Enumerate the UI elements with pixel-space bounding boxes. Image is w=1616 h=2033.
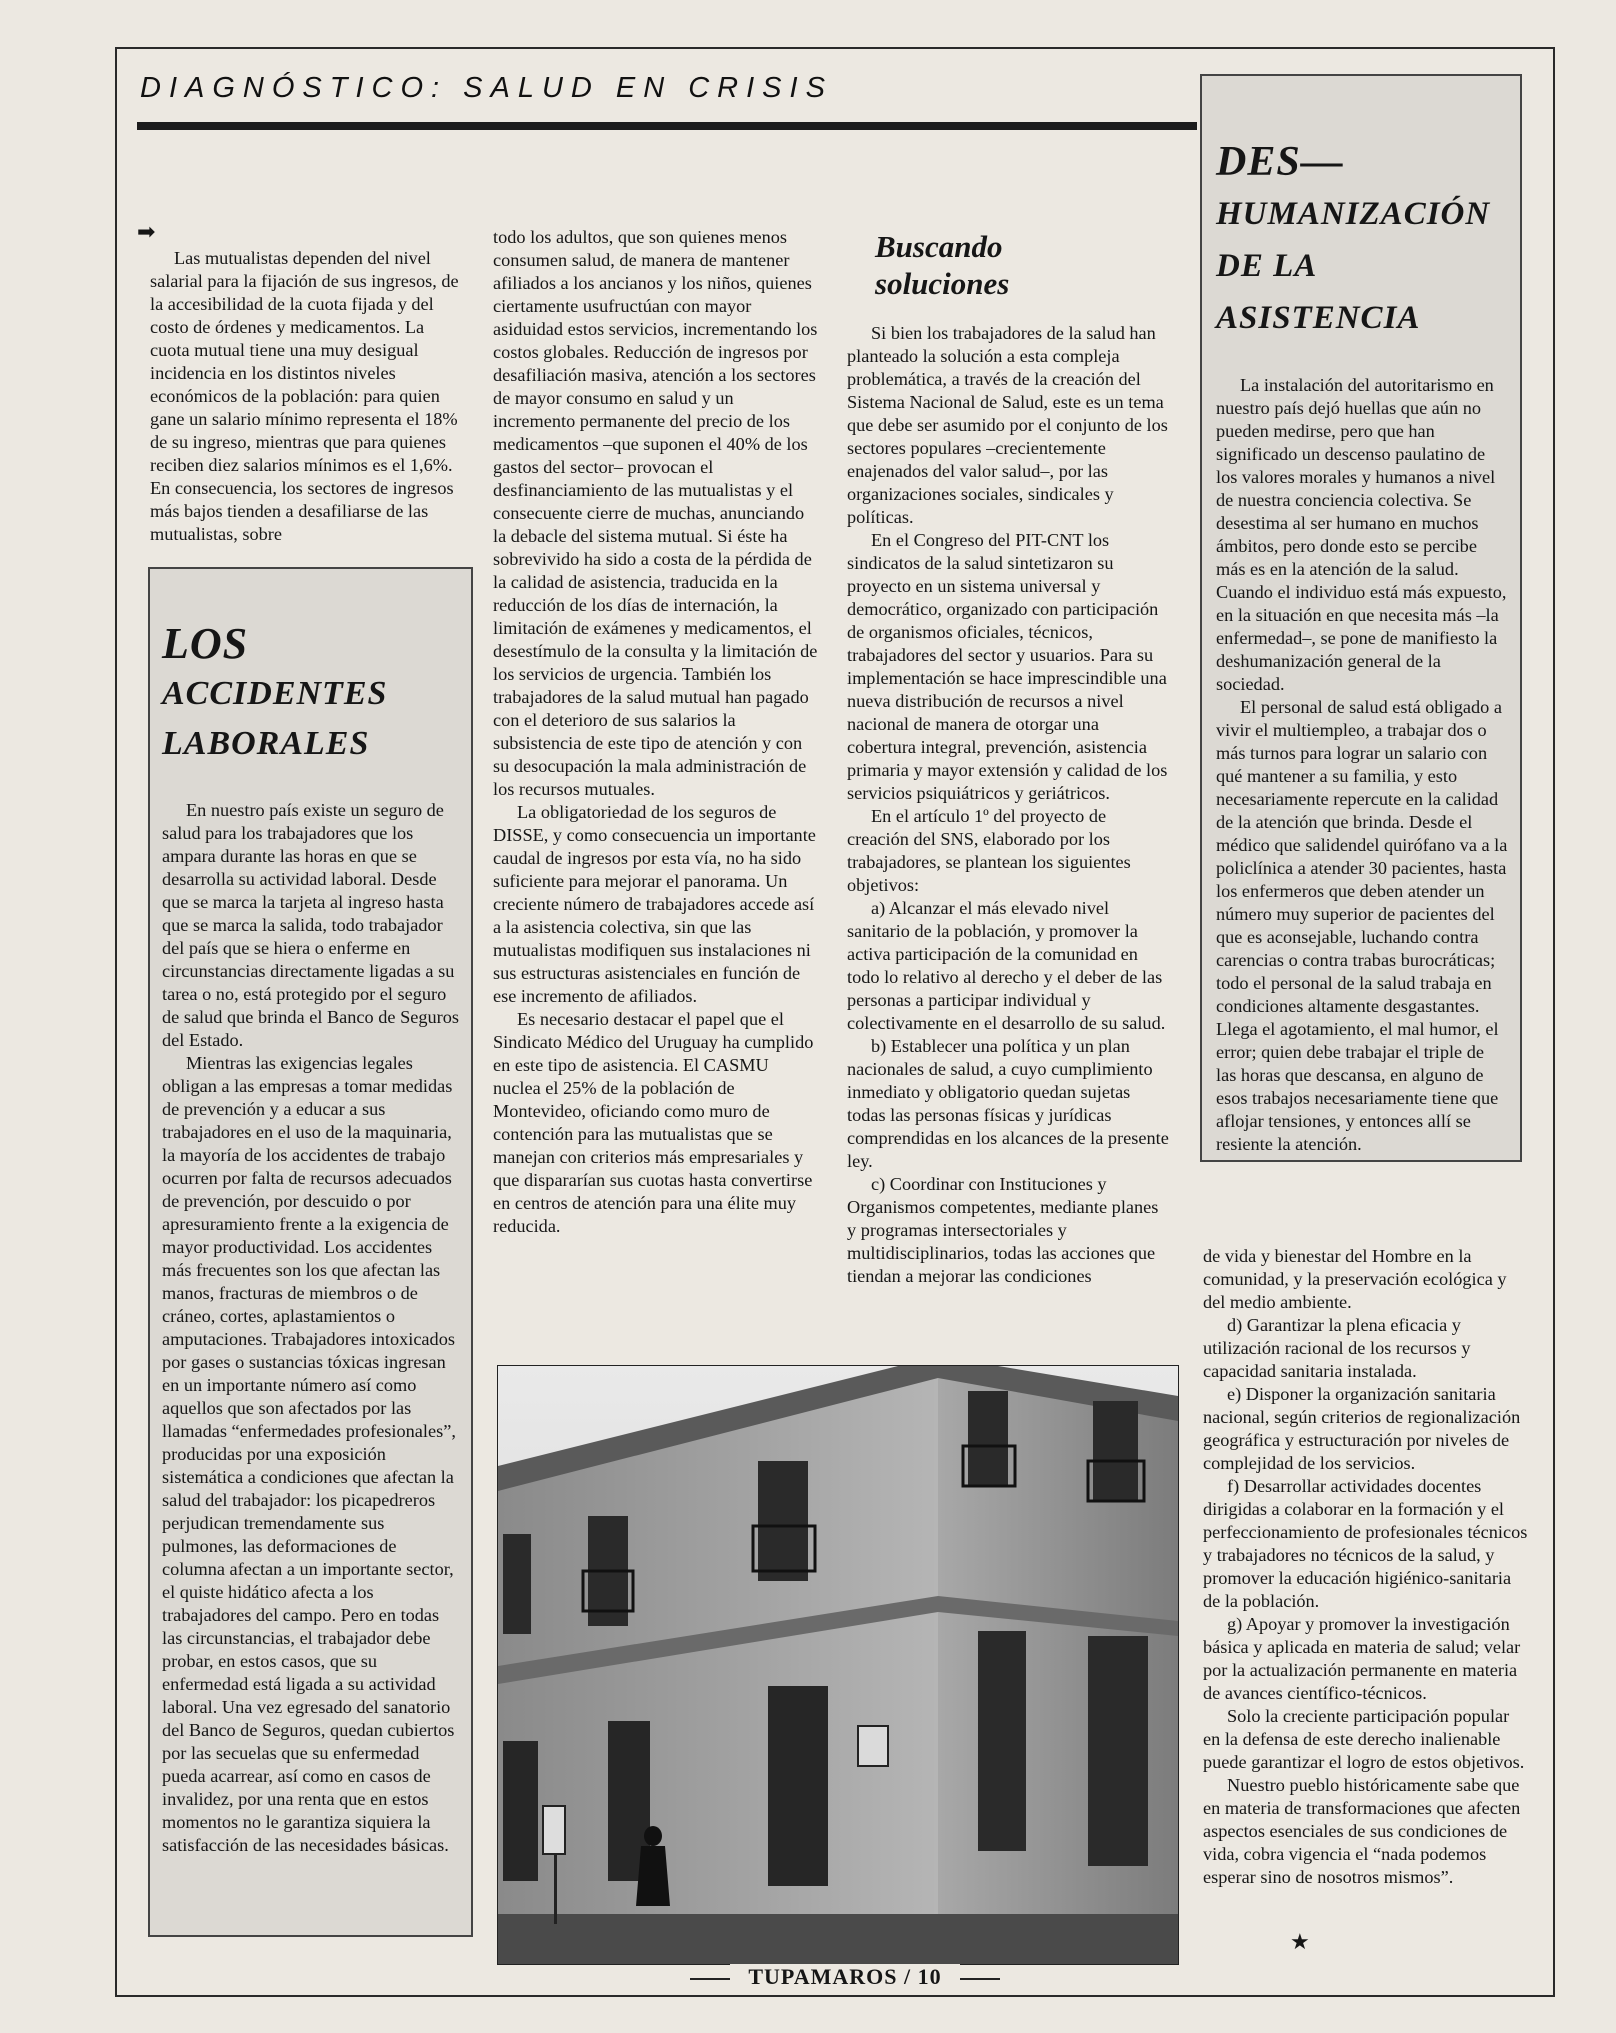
objective-c: c) Coordinar con Instituciones y Organismos competentes, mediante planes y programas intersectoriales y multidisciplinarios, todas las acciones que tiendan a mejorar las condiciones — [847, 1174, 1159, 1286]
box-title-line-4: ASISTENCIA — [1216, 300, 1421, 336]
box-title-line-2: ACCIDENTES — [162, 675, 388, 712]
box-body — [162, 799, 462, 1857]
paragraph: En el Congreso del PIT-CNT los sindicatos de la salud sintetizaron su proyecto en un sistema universal y democrático, organizado con participación de organismos oficiales, técnicos, trabajadores del sector y usuarios. Para su implementación se hace imprescindible una nueva distribución de recursos a nivel nacional de manera de otorgar una cobertura integral, prevención, asistencia primaria y mayor extensión y calidad de los servicios psiquiátricos y geriátricos. — [847, 530, 1168, 803]
paragraph: Es necesario destacar el papel que el Sindicato Médico del Uruguay ha cumplido en este tipo de asistencia. El CASMU nuclea el 25% de la población de Montevideo, oficiando como muro de contención para las mutualistas que se manejan con criterios más empresariales y que dispararían sus cuotas hasta convertirse en centros de atención para una élite muy reducida. — [493, 1009, 814, 1236]
box-title-line-3: LABORALES — [162, 725, 370, 762]
section-kicker: DIAGNÓSTICO: SALUD EN CRISIS — [140, 72, 833, 104]
subheading-line-2: soluciones — [875, 266, 1010, 301]
objective-g: g) Apoyar y promover la investigación básica y aplicada en materia de salud; velar por la actualización permanente en materia de avances científico-técnicos. — [1203, 1614, 1521, 1703]
building-photo — [497, 1365, 1179, 1965]
paragraph: La instalación del autoritarismo en nuestro país dejó huellas que aún no pueden medirse, pero que han significado un descenso paulatino de los valores morales y humanos a nivel de nuestra conciencia colectiva. Se desestima al ser humano en muchos ámbitos, pero donde esto se percibe más es en la atención de la salud. Cuando el individuo está más expuesto, en la situación en que necesita más –la enfermedad–, se pone de manifiesto la deshumanización general de la sociedad. — [1216, 375, 1507, 694]
paragraph: Si bien los trabajadores de la salud han planteado la solución a esta compleja problemática, a través de la creación del Sistema Nacional de Salud, este es un tema que debe ser asumido por el conjunto de los sectores populares –crecientemente enajenados del valor salud–, por las organizaciones sociales, sindicales y políticas. — [847, 323, 1168, 527]
objective-e: e) Disponer la organización sanitaria nacional, según criterios de regionalización geográfica y estructuración por niveles de complejidad de los servicios. — [1203, 1384, 1521, 1473]
paragraph: todo los adultos, que son quienes menos consumen salud, de manera de mantener afiliados a los ancianos y los niños, quienes ciertamente usufructúan con mayor asiduidad estos servicios, incrementando los costos globales. Reducción de ingresos por desafiliación masiva, atención a los sectores de mayor consumo en salud y un incremento permanente del precio de los medicamentos –que suponen el 40% de los gastos del sector– provocan el desfinanciamiento de las mutualistas y el consecuente cierre de muchas, anunciando la debacle del sistema mutual. Si éste ha sobrevivido ha sido a costa de la pérdida de la calidad de asistencia, traducida en la reducción de los días de internación, la limitación de exámenes y medicamentos, el desestímulo de la consulta y la limitación de los servicios de urgencia. También los trabajadores de la salud mutual han pagado con el deterioro de sus salarios la subsistencia de este tipo de atención y con su desocupación la mala administración de los recursos mutuales. — [493, 227, 818, 799]
paragraph: En nuestro país existe un seguro de salud para los trabajadores que los ampara durante las horas en que se desarrolla su actividad laboral. Desde que se marca la tarjeta al ingreso hasta que se marca la salida, todo trabajador del país que se hiera o enferme en circunstancias directamente ligadas a su tarea o no, está protegido por el seguro de salud que brinda el Banco de Seguros del Estado. — [162, 800, 459, 1050]
end-mark-star-icon: ★ — [1290, 1930, 1310, 1955]
column-1-intro — [150, 247, 468, 546]
objective-a: a) Alcanzar el más elevado nivel sanitario de la población, y promover la activa participación de la comunidad en todo lo relativo al derecho y el deber de las personas a participar individual y colectivamente en el desarrollo de su salud. — [847, 898, 1166, 1033]
box-deshumanizacion — [1200, 74, 1522, 1162]
box-title-line-1: LOS — [162, 619, 249, 668]
page-footer: TUPAMAROS / 10 — [730, 1964, 960, 1990]
subheading-line-1: Buscando — [875, 229, 1003, 264]
column-4-continued — [1203, 1245, 1528, 1889]
right-arrow-icon: ➡ — [137, 220, 156, 245]
paragraph: La obligatoriedad de los seguros de DISSE, y como consecuencia un importante caudal de ingresos por esta vía, no ha sido suficiente para mejorar el panorama. Un creciente número de trabajadores accede así a la asistencia colectiva, sin que las mutualistas modifiquen sus instalaciones ni sus estructuras asistenciales en función de ese incremento de afiliados. — [493, 802, 816, 1006]
paragraph: El personal de salud está obligado a vivir el multiempleo, a trabajar dos o más turnos para lograr un salario con qué mantener a su familia, y esto necesariamente repercute en la calidad de la atención que brinda. Desde el médico que salidendel quirófano va a la policlínica a atender 30 pacientes, hasta los enfermeros que deben atender un número muy superior de pacientes del que es aconsejable, luchando contra carencias o contra trabas burocráticas; todo el personal de la salud trabaja en condiciones altamente desgastantes. Llega el agotamiento, el mal humor, el error; quien debe trabajar el triple de las horas que descansa, en alguno de esos trabajos necesariamente tiene que aflojar tensiones, y entonces allí se resiente la atención. — [1216, 697, 1508, 1154]
box-body — [1216, 374, 1508, 1156]
box-title — [1216, 136, 1506, 344]
objective-b: b) Establecer una política y un plan nacionales de salud, a cuyo cumplimiento inmediato y obligatorio quedan sujetas todas las personas físicas y jurídicas comprendidas en los alcances de la presente ley. — [847, 1036, 1169, 1171]
paragraph: En el artículo 1º del proyecto de creación del SNS, elaborado por los trabajadores, se plantean los siguientes objetivos: — [847, 806, 1131, 895]
paragraph: Solo la creciente participación popular en la defensa de este derecho inalienable puede garantizar el logro de estos objetivos. — [1203, 1706, 1525, 1772]
paragraph: Las mutualistas dependen del nivel salarial para la fijación de sus ingresos, de la accesibilidad de la cuota fijada y del costo de órdenes y medicamentos. La cuota mutual tiene una muy desigual incidencia en los distintos niveles económicos de la población: para quien gane un salario mínimo representa el 18% de su ingreso, mientras que para quienes reciben diez salarios mínimos es el 1,6%. En consecuencia, los sectores de ingresos más bajos tienden a desafiliarse de las mutualistas, sobre — [150, 248, 459, 544]
paragraph: Mientras las exigencias legales obligan a las empresas a tomar medidas de prevención y a educar a sus trabajadores en el uso de la maquinaria, la mayoría de los accidentes de trabajo ocurren por falta de recursos adecuados de prevención, por descuido o por apresuramiento frente a la exigencia de mayor productividad. Los accidentes más frecuentes son los que afectan las manos, fracturas de miembros o de cráneo, cortes, aplastamientos o amputaciones. Trabajadores intoxicados por gases o sustancias tóxicas ingresan en un importante número así como aquellos que son afectados por las llamadas “enfermedades profesionales”, producidas por una exposición sistemática a condiciones que afectan la salud del trabajador: los picapedreros perjudican tremendamente sus pulmones, las deformaciones de columna afectan a un importante sector, el quiste hidático afecta a los trabajadores del campo. Pero en todas las circunstancias, el trabajador debe probar, en estos casos, que su enfermedad está ligada a su actividad laboral. Una vez egresado del sanatorio del Banco de Seguros, quedan cubiertos por las secuelas que su enfermedad pueda acarrear, así como en casos de invalidez, por una renta que en estos momentos no le garantiza siquiera la satisfacción de las necesidades básicas. — [162, 1053, 456, 1855]
box-title-line-3: DE LA — [1216, 248, 1318, 284]
header-rule — [137, 122, 1197, 130]
box-title — [162, 619, 461, 769]
column-3 — [847, 322, 1169, 1288]
paragraph: Nuestro pueblo históricamente sabe que en materia de transformaciones que afecten aspectos esenciales de sus condiciones de vida, cobra vigencia el “nada podemos esperar sino de nosotros mismos”. — [1203, 1775, 1521, 1887]
column-2 — [493, 226, 818, 1238]
paragraph: de vida y bienestar del Hombre en la comunidad, y la preservación ecológica y del medio ambiente. — [1203, 1246, 1507, 1312]
box-title-line-1: DES— — [1216, 139, 1344, 185]
box-accidentes-laborales — [148, 567, 473, 1937]
objective-f: f) Desarrollar actividades docentes dirigidas a colaborar en la formación y el perfeccionamiento de profesionales técnicos y trabajadores no técnicos de la salud, y promover la educación higiénico-sanitaria de la población. — [1203, 1476, 1528, 1611]
box-title-line-2: HUMANIZACIÓN — [1216, 196, 1491, 232]
objective-d: d) Garantizar la plena eficacia y utilización racional de los recursos y capacidad sanitaria instalada. — [1203, 1315, 1471, 1381]
subheading-buscando-soluciones — [875, 228, 1175, 302]
